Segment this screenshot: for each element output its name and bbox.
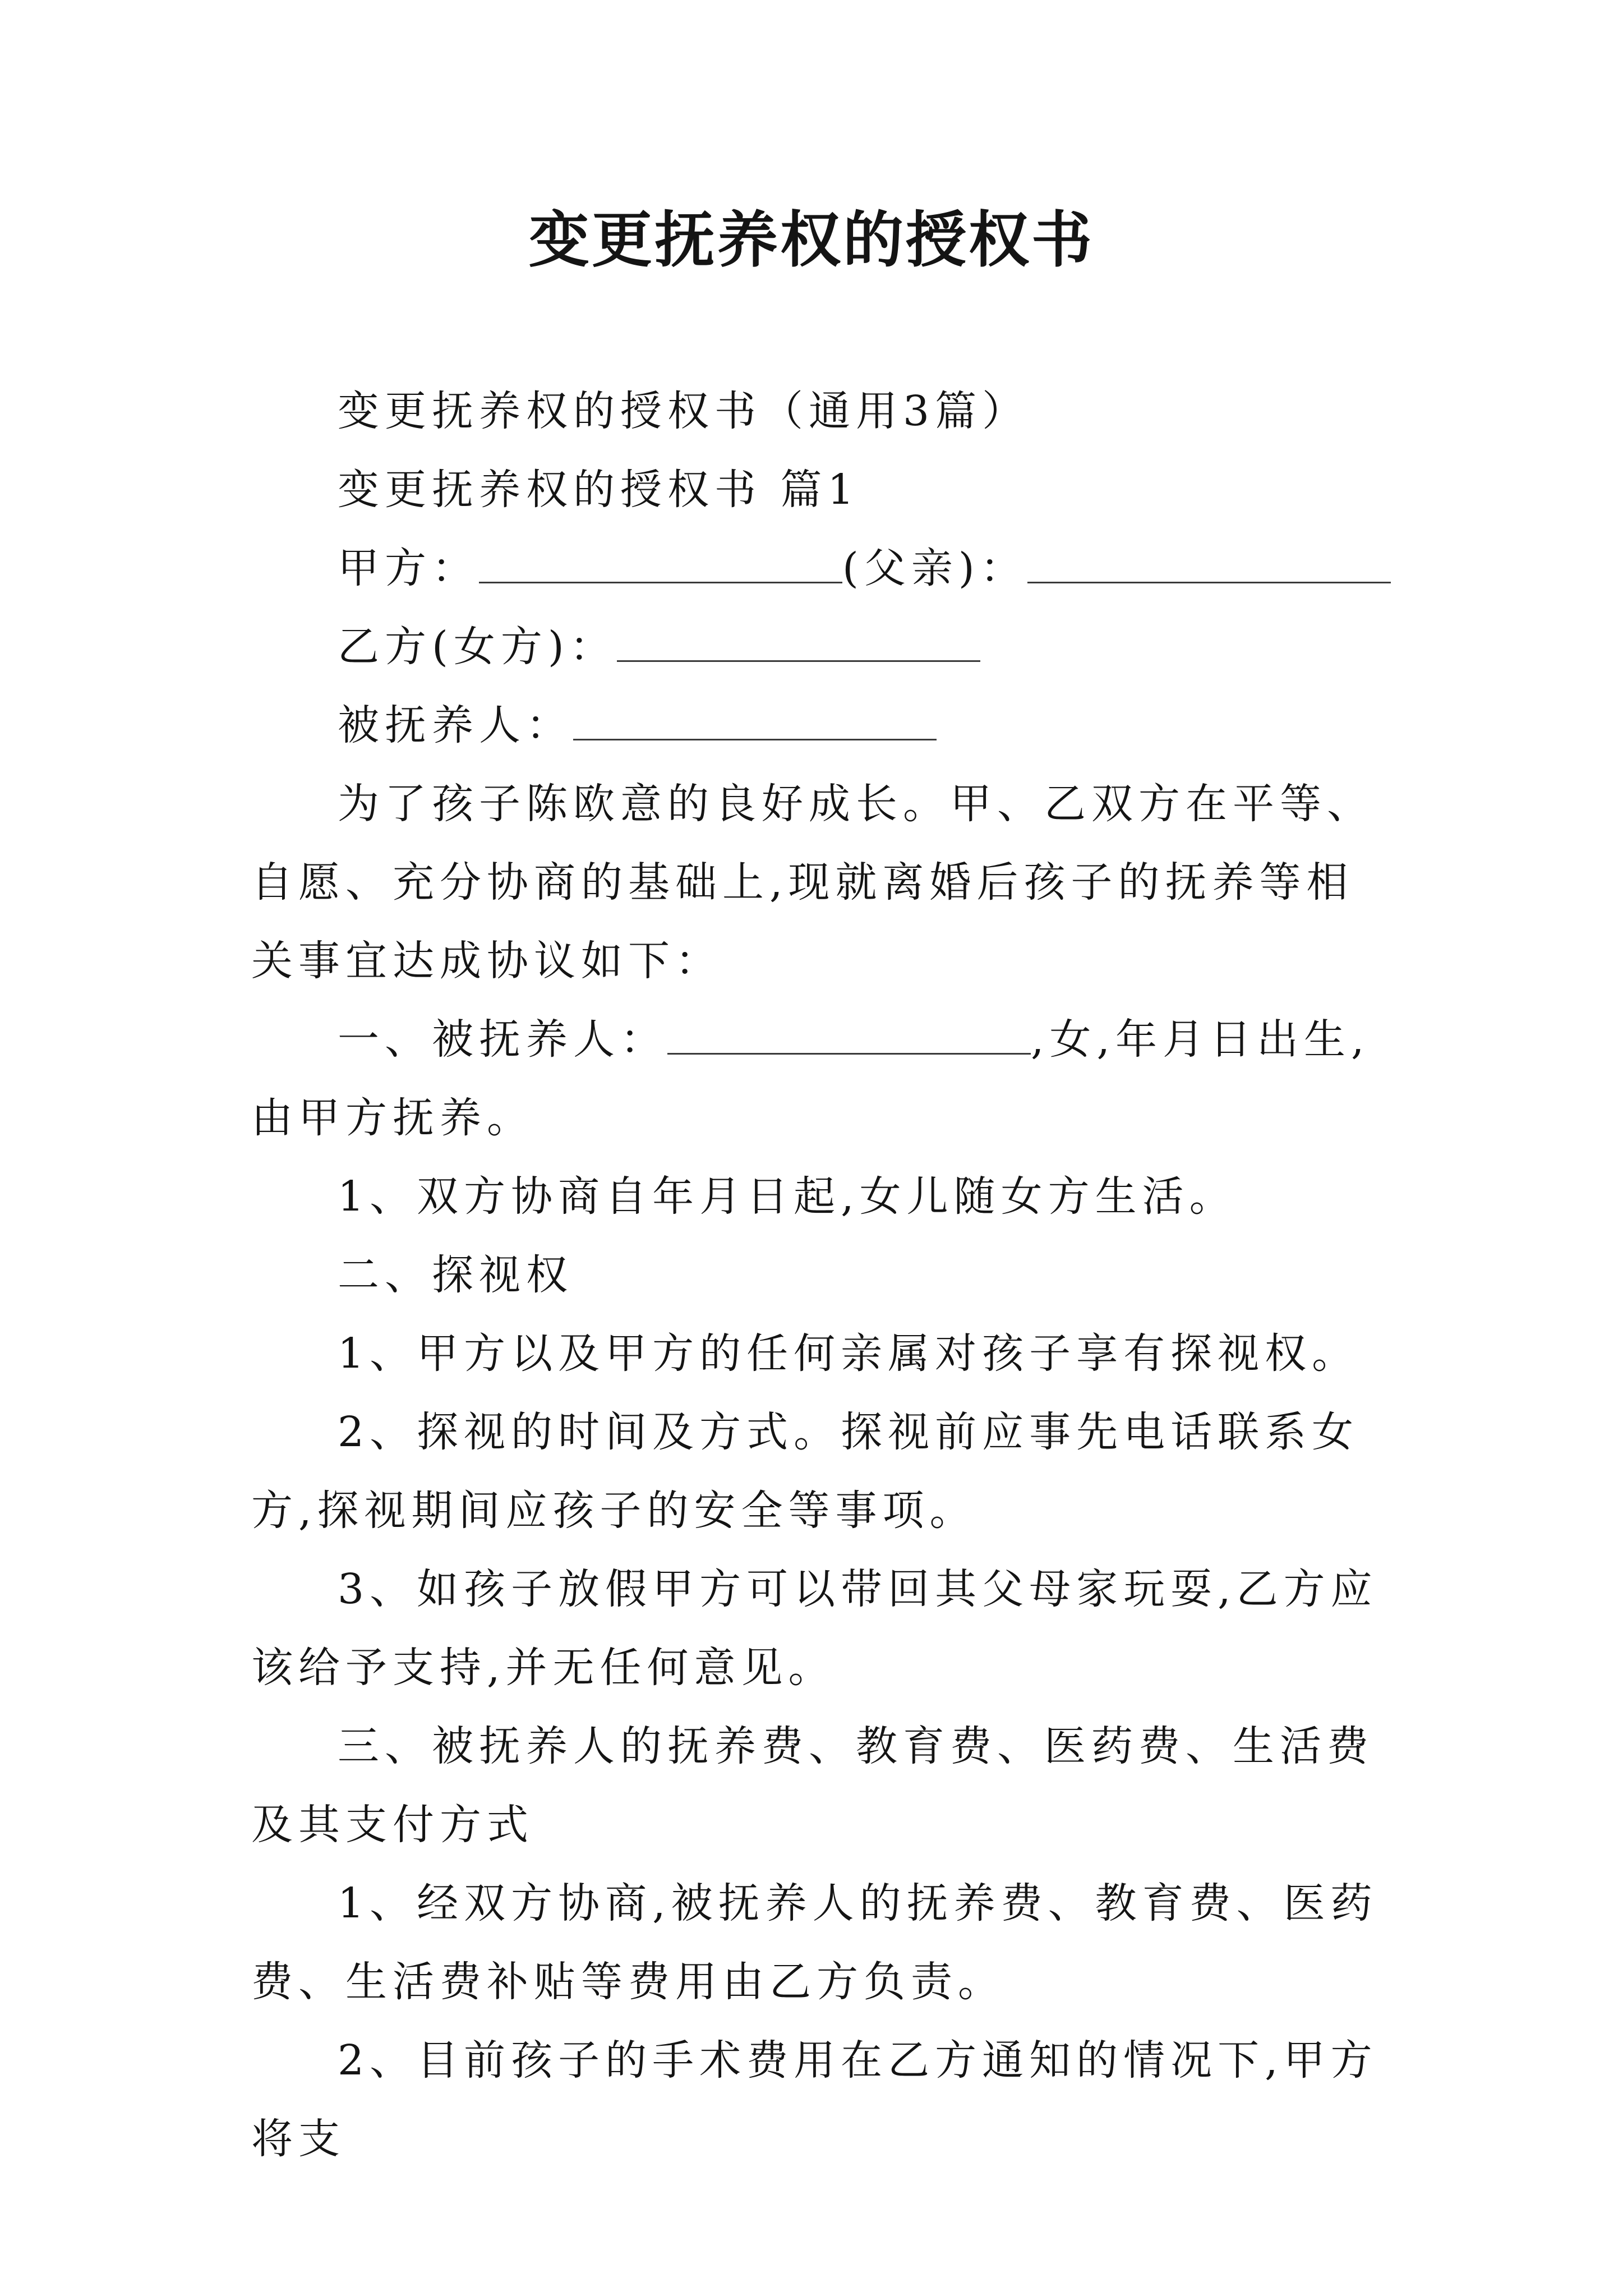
clause-1-blank [667,1011,1031,1055]
party-b-label: 乙方(女方)： [338,623,617,671]
clause-1-suffix: ,女,年月日出生,由甲方抚养。 [251,1015,1370,1142]
clause-2-heading: 二、探视权 [338,1251,573,1299]
ward-blank [573,697,937,740]
clause-1-paragraph [251,1000,1395,1157]
document-body [251,372,1395,2178]
document-subtitle: 变更抚养权的授权书（通用3篇） [338,387,1030,435]
ward-label: 被抚养人： [338,701,573,749]
clause-2-item-1: 1、甲方以及甲方的任何亲属对孩子享有探视权。 [338,1329,1359,1378]
clause-2-item-3: 3、如孩子放假甲方可以带回其父母家玩耍,乙方应该给予支持,并无任何意见。 [251,1565,1378,1692]
section-heading: 变更抚养权的授权书 篇1 [338,466,860,514]
clause-3-item-1: 1、经双方协商,被抚养人的抚养费、教育费、医药费、生活费补贴等费用由乙方负责。 [251,1879,1378,2006]
party-b-line [251,608,1395,686]
clause-1-item-1: 1、双方协商自年月日起,女儿随女方生活。 [338,1172,1237,1221]
clause-3-item-2: 2、目前孩子的手术费用在乙方通知的情况下,甲方将支 [251,2036,1378,2163]
party-b-blank [617,619,980,662]
intro-paragraph: 为了孩子陈欧意的良好成长。甲、乙双方在平等、自愿、充分协商的基础上,现就离婚后孩子的抚养等相关事宜达成协议如下： [251,780,1374,985]
party-a-father-blank [1027,540,1391,583]
party-a-father-label: (父亲)： [842,544,1027,592]
clause-2-item-2: 2、探视的时间及方式。探视前应事先电话联系女方,探视期间应孩子的安全等事项。 [251,1408,1359,1535]
party-a-line [251,529,1395,608]
document-title: 变更抚养权的授权书 [528,205,1094,275]
ward-line [251,686,1395,765]
party-a-label: 甲方： [338,544,479,592]
clause-1-prefix: 一、被抚养人： [338,1015,667,1064]
clause-3-heading: 三、被抚养人的抚养费、教育费、医药费、生活费及其支付方式 [251,1722,1374,1849]
party-a-blank [479,540,842,583]
